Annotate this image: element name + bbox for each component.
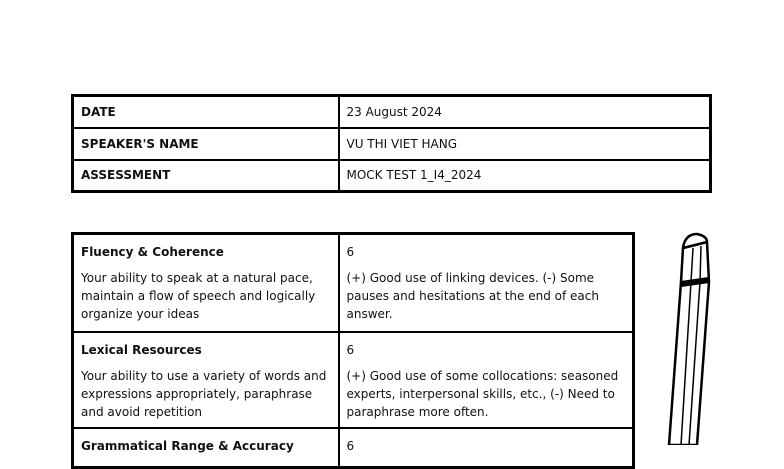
criterion-description: Your ability to use a variety of words and expressions appropriately, paraphrase and avoid repetition [81,368,327,419]
criterion-feedback: (+) Good use of linking devices. (-) Some pauses and hesitations at the end of each answer. [346,271,599,321]
table-row [73,332,634,428]
criterion-feedback: (+) Good use of some collocations: seasoned experts, interpersonal skills, etc., (-) Need to paraphrase more often. [346,368,619,419]
criterion-title: Fluency & Coherence [81,245,224,259]
speaker-name-label: SPEAKER'S NAME [73,128,339,160]
criterion-description: Your ability to speak at a natural pace, maintain a flow of speech and logically organize your ideas [81,271,316,321]
table-row [73,234,634,332]
criterion-score: 6 [346,438,355,453]
table-row [73,96,711,128]
criterion-score: 6 [346,342,355,357]
criterion-cell [73,234,339,332]
table-row [73,428,634,468]
criterion-cell [73,428,339,468]
pencil-icon [655,230,725,445]
date-label: DATE [73,96,339,128]
feedback-cell [339,428,634,468]
speaker-name-value: VU THI VIET HANG [339,128,711,160]
assessment-criteria-table [71,232,635,469]
assessment-value: MOCK TEST 1_I4_2024 [339,160,711,192]
date-value: 23 August 2024 [339,96,711,128]
criterion-cell [73,332,339,428]
assessment-label: ASSESSMENT [73,160,339,192]
criterion-title: Lexical Resources [81,342,202,357]
table-row [73,160,711,192]
criterion-title: Grammatical Range & Accuracy [81,438,294,453]
feedback-cell [339,234,634,332]
feedback-cell [339,332,634,428]
criterion-score: 6 [346,245,355,259]
table-row [73,128,711,160]
speaker-info-table [71,94,712,193]
